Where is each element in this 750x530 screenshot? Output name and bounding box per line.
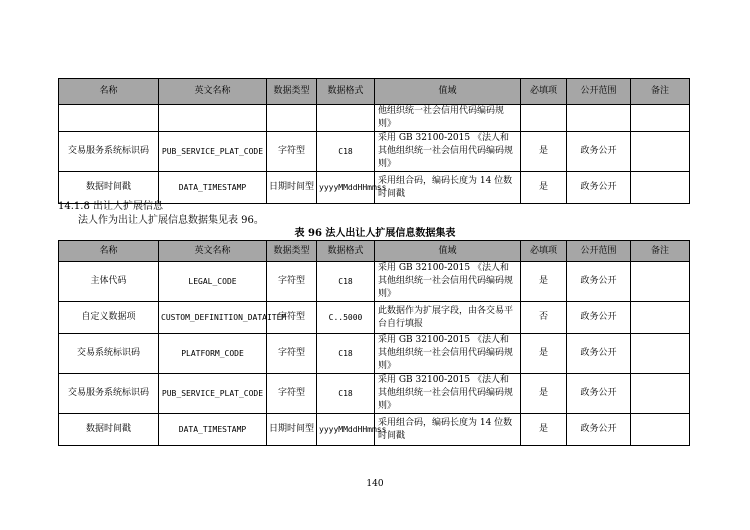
cell-range: 采用组合码，编码长度为 14 位数时间戳: [375, 414, 521, 446]
cell-type: 字符型: [267, 302, 317, 334]
header-name: 名称: [59, 241, 159, 262]
header-public-scope: 公开范围: [567, 79, 631, 105]
cell-en-name: DATA_TIMESTAMP: [159, 414, 267, 446]
header-en-name: 英文名称: [159, 241, 267, 262]
header-public-scope: 公开范围: [567, 241, 631, 262]
header-required: 必填项: [521, 79, 567, 105]
cell-range: 采用 GB 32100-2015 《法人和其他组织统一社会信用代码编码规则》: [375, 262, 521, 302]
cell-type: 字符型: [267, 374, 317, 414]
header-note: 备注: [631, 241, 690, 262]
table-row: [59, 132, 690, 172]
cell-en-name: CUSTOM_DEFINITION_DATAITEM: [159, 302, 267, 334]
cell-note: [631, 262, 690, 302]
cell-scope: 政务公开: [567, 262, 631, 302]
table-caption: 表 96 法人出让人扩展信息数据集表: [294, 228, 456, 239]
table-row: [59, 172, 690, 204]
data-table-96: [58, 240, 690, 446]
cell-required: 是: [521, 172, 567, 204]
cell-format: [317, 105, 375, 132]
cell-type: [267, 105, 317, 132]
cell-type: 字符型: [267, 132, 317, 172]
header-data-format: 数据格式: [317, 241, 375, 262]
cell-range: 他组织统一社会信用代码编码规则》: [375, 105, 521, 132]
cell-type: 字符型: [267, 334, 317, 374]
cell-en-name: LEGAL_CODE: [159, 262, 267, 302]
cell-type: 日期时间型: [267, 414, 317, 446]
cell-format: yyyyMMddHHmmss: [317, 172, 375, 204]
header-data-format: 数据格式: [317, 79, 375, 105]
cell-name: 交易服务系统标识码: [59, 132, 159, 172]
cell-scope: 政务公开: [567, 374, 631, 414]
cell-format: C18: [317, 334, 375, 374]
cell-required: 否: [521, 302, 567, 334]
cell-scope: 政务公开: [567, 302, 631, 334]
cell-note: [631, 374, 690, 414]
cell-format: C18: [317, 132, 375, 172]
cell-name: 数据时间戳: [59, 414, 159, 446]
cell-scope: 政务公开: [567, 172, 631, 204]
cell-range: 此数据作为扩展字段，由各交易平台自行填报: [375, 302, 521, 334]
header-value-range: 值域: [375, 241, 521, 262]
cell-format: yyyyMMddHHmmss: [317, 414, 375, 446]
cell-required: 是: [521, 374, 567, 414]
cell-scope: 政务公开: [567, 132, 631, 172]
cell-type: 日期时间型: [267, 172, 317, 204]
cell-en-name: PUB_SERVICE_PLAT_CODE: [159, 132, 267, 172]
cell-range: 采用 GB 32100-2015 《法人和其他组织统一社会信用代码编码规则》: [375, 132, 521, 172]
cell-name: [59, 105, 159, 132]
table-row: [59, 334, 690, 374]
cell-scope: 政务公开: [567, 334, 631, 374]
section-paragraph: 法人作为出让人扩展信息数据集见表 96。: [78, 215, 264, 226]
header-value-range: 值域: [375, 79, 521, 105]
header-note: 备注: [631, 79, 690, 105]
cell-en-name: PUB_SERVICE_PLAT_CODE: [159, 374, 267, 414]
table-header-row: [59, 79, 690, 105]
cell-scope: [567, 105, 631, 132]
table-row: [59, 414, 690, 446]
cell-en-name: PLATFORM_CODE: [159, 334, 267, 374]
cell-name: 自定义数据项: [59, 302, 159, 334]
cell-note: [631, 105, 690, 132]
cell-note: [631, 302, 690, 334]
cell-required: 是: [521, 414, 567, 446]
cell-type: 字符型: [267, 262, 317, 302]
cell-name: 交易系统标识码: [59, 334, 159, 374]
header-required: 必填项: [521, 241, 567, 262]
cell-required: 是: [521, 334, 567, 374]
header-en-name: 英文名称: [159, 79, 267, 105]
cell-note: [631, 334, 690, 374]
cell-name: 交易服务系统标识码: [59, 374, 159, 414]
cell-scope: 政务公开: [567, 414, 631, 446]
cell-required: 是: [521, 262, 567, 302]
cell-note: [631, 414, 690, 446]
header-name: 名称: [59, 79, 159, 105]
data-table-continued: [58, 78, 690, 204]
table-row: [59, 105, 690, 132]
table-row: [59, 302, 690, 334]
table-header-row: [59, 241, 690, 262]
cell-required: [521, 105, 567, 132]
cell-name: 主体代码: [59, 262, 159, 302]
header-data-type: 数据类型: [267, 241, 317, 262]
cell-range: 采用 GB 32100-2015 《法人和其他组织统一社会信用代码编码规则》: [375, 334, 521, 374]
cell-format: C18: [317, 374, 375, 414]
page-number: 140: [366, 479, 384, 489]
cell-note: [631, 132, 690, 172]
table-row: [59, 262, 690, 302]
cell-note: [631, 172, 690, 204]
header-data-type: 数据类型: [267, 79, 317, 105]
cell-format: C18: [317, 262, 375, 302]
cell-name: 数据时间戳: [59, 172, 159, 204]
cell-range: 采用组合码，编码长度为 14 位数时间戳: [375, 172, 521, 204]
cell-required: 是: [521, 132, 567, 172]
cell-en-name: DATA_TIMESTAMP: [159, 172, 267, 204]
cell-en-name: [159, 105, 267, 132]
section-heading: 14.1.8 出让人扩展信息: [58, 201, 163, 212]
table-row: [59, 374, 690, 414]
cell-range: 采用 GB 32100-2015 《法人和其他组织统一社会信用代码编码规则》: [375, 374, 521, 414]
cell-format: C..5000: [317, 302, 375, 334]
